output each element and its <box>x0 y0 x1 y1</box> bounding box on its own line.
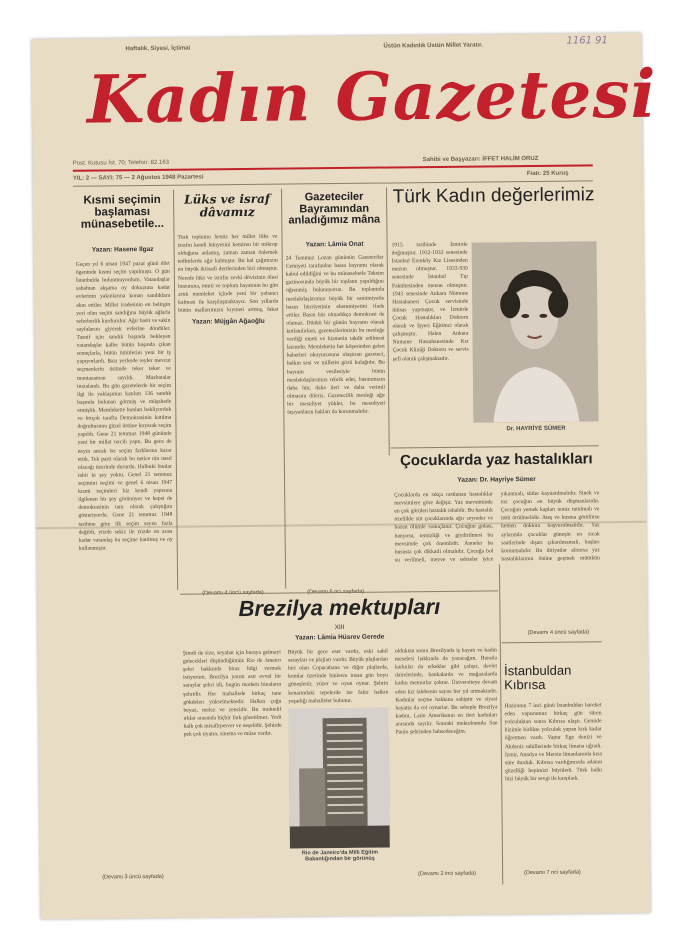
turk-kadin-headline: Türk Kadın değerlerimiz <box>392 184 595 208</box>
cocuklarda-headline: Çocuklarda yaz hastalıkları <box>399 450 593 470</box>
brezilya-number: XIII <box>334 623 345 632</box>
address: Post. Kutusu İst. 70; Telefon: 82.163 <box>72 159 170 167</box>
gazeteciler-body: 24 Temmuz Lozan gününün Gazeteciler Cemiyeti tarafından basın bayramı olarak kabul edildiğini ve bu münasebetle Taksim gazinosunda büyük bir toplantı yapıldığını öğrenmiş bulunuyoruz. Bu toplantıda meslekdaşlarımız büyük bir samimiyetle basın hürriyetinin ehemmiyetini ifade ettiler. Basın hür olmadıkça demokrasi de olamaz. Dünkü bir günün bayramı olarak kutlanılırken, gazetecilerimizin bu mesleğe verdiği emek ve hizmetin takdir edilmesi lazımdır. Memleketin her köşesinden gelen haberleri okuyucusuna ulaştıran gazeteci, halkın sesi ve milletin gözü kulağıdır. Bu bayram vesilesiyle bütün meslekdaşlarımızı tebrik eder, basınımızın daha hür, daha ileri ve daha verimli olmasını dileriz. Gazetecilik mesleği ağır bir mesuliyet yükler, bu mesuliyeti taşıyanların hakları da korunmalıdır. <box>285 254 386 416</box>
portrait-caption: Dr. HAYRİYE SÜMER <box>506 425 566 433</box>
left-tagline: Haftalık, Siyasi, İçtimai <box>125 45 191 53</box>
building-photo <box>288 708 389 849</box>
brezilya-body-left: Şimdi de size, seyahat için buraya gelmeyi gelecekleri düşündüğümüz Rio de Janeiro şehri hakkında biraz bilgi vermek istiyorum. Brezilya yarım asır evvel bir saraylar şehri idi, bugün modern binaların şehridir. Her mahallede birkaç tane gökdelen yükselmektedir. Halkın çoğu beyaz, melez ve zencidir. Bu muhtelif ırklar arasında hiçbir fark gözetilmez. Yerli halk çok misafirperver ve neşelidir. Şehirde pek çok tiyatro, sinema ve müze vardır. <box>182 649 282 738</box>
brezilya-continued: (Devamı 2 inci sayfada) <box>418 870 476 878</box>
owner: Sahibi ve Başyazarı: İFFET HALİM ORUZ <box>422 155 539 164</box>
section-rule <box>502 641 602 643</box>
kismi-continued: (Devamı 3 üncü sayfada) <box>102 873 164 881</box>
building-caption: Rio de Janeiro'da Milli Eğitim Bakanlığından bir görünüş <box>301 849 379 863</box>
column-rule <box>386 188 390 456</box>
brezilya-body-mid: Büyük bir gece eser vardır, eski sahil sarayları ve plajları vardır. Büyük plajlardan biri olan Copacabana ve diğer plajlarda, kumlar üzerinde binlerce insan gün boyu güneşlenir, yüzer ve oyun oynar. Şehrin kenarındaki tepelerde ise fakir halkın yaşadığı mahalleler bulunur. <box>287 648 389 705</box>
istanbul-body: Haziranın 7 inci günü İstanbuldan hareket eden vapurumuz birkaç gün süren yolculuktan sonra Kıbrısa ulaştı. Gemide bizimle birlikte yolculuk yapan kırk kadar öğretmen vardı. Vapur Ege denizi ve Akdeniz sahillerinde birkaç limana uğradı. İzmir, Antalya ve Mersin limanlarında kısa süre durduk. Kıbrısa vardığımızda adanın güzelliği hepimizi büyüledi. Türk halkı bizi büyük bir sevgi ile karşıladı. <box>504 702 603 783</box>
masthead-title: Kadın Gazetesi <box>86 54 658 139</box>
cocuklarda-body-more <box>503 567 601 626</box>
brezilya-body-right: olduktan sonra Brezilyada iş hayatı ve kadın meselesi hakkında da yazacağım. Burada kadınlar da erkekler gibi çalışır, devlet dairelerinde, bankalarda ve mağazalarda kadın memurlar çoktur. Üniversiteye devam eden kız talebenin sayısı her yıl artmaktadır. Kadınlar seçme hakkına sahiptir ve siyasi hayatta da rol oynarlar. Bu sebeple Brezilya kadını, Latin Amerikanın en ileri kadınları arasında sayılır. Sonraki mektubumda Sao Paulo şehrinden bahsedeceğim. <box>394 647 498 736</box>
issue-info: YIL: 2 — SAYI: 75 — 2 Ağustos 1948 Pazartesi <box>72 174 204 182</box>
turk-kadin-body: 1915 tarihinde İzmirde doğmuştur. 1932-1933 senesinde İstanbul Erenköy Kız Lisesinden mezun olmuştur. 1933-939 senesinde İstanbul Tıp Fakültesinden mezun olmuştur. 1943 senesinde Ankara Nümune Hastahanesi Çocuk servisinde ihtisas yapmıştır, ve İzmirde Çocuk Hastalıkları Doktoru olarak ve İşyeri Eğitimci olarak çalışmıştır. Halen Ankara Numune Hastahanesinde Kız Çocuk Kliniği Doktoru ve servis şefi olarak çalışmaktadır. <box>391 241 469 362</box>
right-tagline: Üstün Kadınlık Üstün Millet Yaratır. <box>383 42 483 50</box>
price: Fiatı: 25 Kuruş <box>526 170 569 178</box>
luks-body-more <box>178 331 281 586</box>
building-illustration <box>288 708 389 849</box>
kismi-body: Geçen yıl 6 nisan 1947 pazar günü dört ögeninde kısmi seçim yapılmıştı. O gün İstanbulda bulunmuyordum. Vatandaşlar sabahtan akşama oy dokuzuna kadar evlerinin yakınlarına konan sandıklara akın ettiler. Millet iradesinin en belirgin yeri olan seçim sandığına büyük ağlarla seferberlik kurdurulur. Ağır basit ve sakin sayfalarını giyerek evlerine döndüler. Tasnif için sandık başında bekleyen vatandaşlar kalbe bütün başında çıkan sonuçlarla, bütün ümitlerini yeni bir iş yapıyorlardı. Bazı yerlerde reyler mevcut seçmenlerin üstünde teker teker ve muntazaman sayıldı. Mazbatalar imzalandı. Bu gün gazetelerde bir seçim ilgi ile yaklaşımın katılım 136 sandık başında bulunan görmüş ve müşahede etmişlik. Memlekette bunları bekliyorduk ve birçok tarafta Demokrasinin katılma doğrultusunu güzel üstüne koyarak seçim yapıldı. Gene 21 temmuz 1948 gününde yeni bir millet tercih yaptı. Bu gece de neyin ancak ise seçim farklarına karar ettik. Tek parti olarak bu netice nin nasıl olacağı üzerinde dururdu. Halbuki bunlar tabii ki şey yoktu. Genel 21 temmuz seçimini seçimi ve genel 6 nisan 1947 kısmi seçimleri biz kendi yapısına ilgilenen bir şey görünüyor ve hepsi de demokrasinin tam olarak çalıştığını gösteriyordu. Gene 21 temmuz 1948 tarihine göre ilk seçim sayısı fazla değildi, yüzde sekiz ile yüzde on arası kadar vatandaş bu seçime katılmış ve oy kullanmıştır. <box>75 260 173 552</box>
pencil-note: 1161 91 <box>566 35 608 47</box>
luks-byline: Yazan: Müjgân Ağaoğlu <box>191 317 265 326</box>
column-rule <box>281 189 286 589</box>
istanbul-headline: İstanbuldan Kıbrısa <box>503 662 572 692</box>
cocuklarda-continued: (Devamı 4 üncü sayfada) <box>527 629 590 637</box>
gazeteciler-headline: Gazeteciler Bayramından anladığımız mâna <box>288 190 381 227</box>
gazeteciler-byline: Yazan: Lâmia Onat <box>305 240 364 249</box>
portrait-illustration <box>472 241 599 422</box>
brezilya-byline: Yazan: Lâmia Hüsrev Gerede <box>295 633 385 642</box>
brezilya-headline: Brezilya mektupları <box>238 593 441 622</box>
kismi-byline: Yazan: Hasene Ilgaz <box>91 245 154 254</box>
istanbul-continued: (Devamı 7 nci sayfada) <box>524 869 581 877</box>
cocuklarda-byline: Yazan: Dr. Hayriye Sümer <box>457 475 536 484</box>
newspaper-page <box>31 33 658 919</box>
portrait-photo <box>472 241 599 422</box>
kismi-headline: Kısmi seçimin başlaması münasebetile... <box>80 193 164 231</box>
luks-body: Türk toplumu henüz her millet lüks ve israfın kendi bünyesini kemiren bir mikrop olduğuna anlamış, zaman zaman önlemek tedbirlerde ağır kalmıştır. Bu hal çağımızın en büyük iktisadi dertlerinden biri olmuştur. Nerede lüks ve israfın zevki dövizinin ölesi huzuruna, ömrü ve toplum hayatının bu gün artık memleket içinde yeni bir yabancı kalması ile karşılaşmaktayız. Son yıllarda bütün mallarımızın kıymeti artmış, fakat <box>177 233 279 314</box>
luks-headline: Lüks ve israf dâvamız <box>184 191 271 220</box>
cocuklarda-body: Çocuklarda en sıkça rastlanan hastalıklar mevsimlere göre değişir. Yaz mevsiminde en çok görülen hastalık ishaldir. Bu hastalık özellikle süt çocuklarında ağır seyreder ve bazen ölümle sonuçlanır. Çocuğun gıdası, banyosu, temizliği ve giydirilmesi bu mevsimde çok önemlidir. Anneler bu hususta çok dikkatli olmalıdır. Çocuğa bol su verilmeli, meyve ve sebzeler iyice yıkanmalı, sütler kaynatılmalıdır. Sinek ve toz çocuğun en büyük düşmanlarıdır. Çocuğun yemek kapları temiz tutulmalı ve üstü örtülmelidir. Ateş ve kusma görülürse hemen doktora başvurulmalıdır. Yaz aylarında çocuklar güneşin en sıcak saatlerinde dışarı çıkarılmamalı, başları korunmalıdır. Bu ihtiyatlar alınırsa yaz hastalıklarının önüne geçmek mümkün <box>394 490 600 564</box>
